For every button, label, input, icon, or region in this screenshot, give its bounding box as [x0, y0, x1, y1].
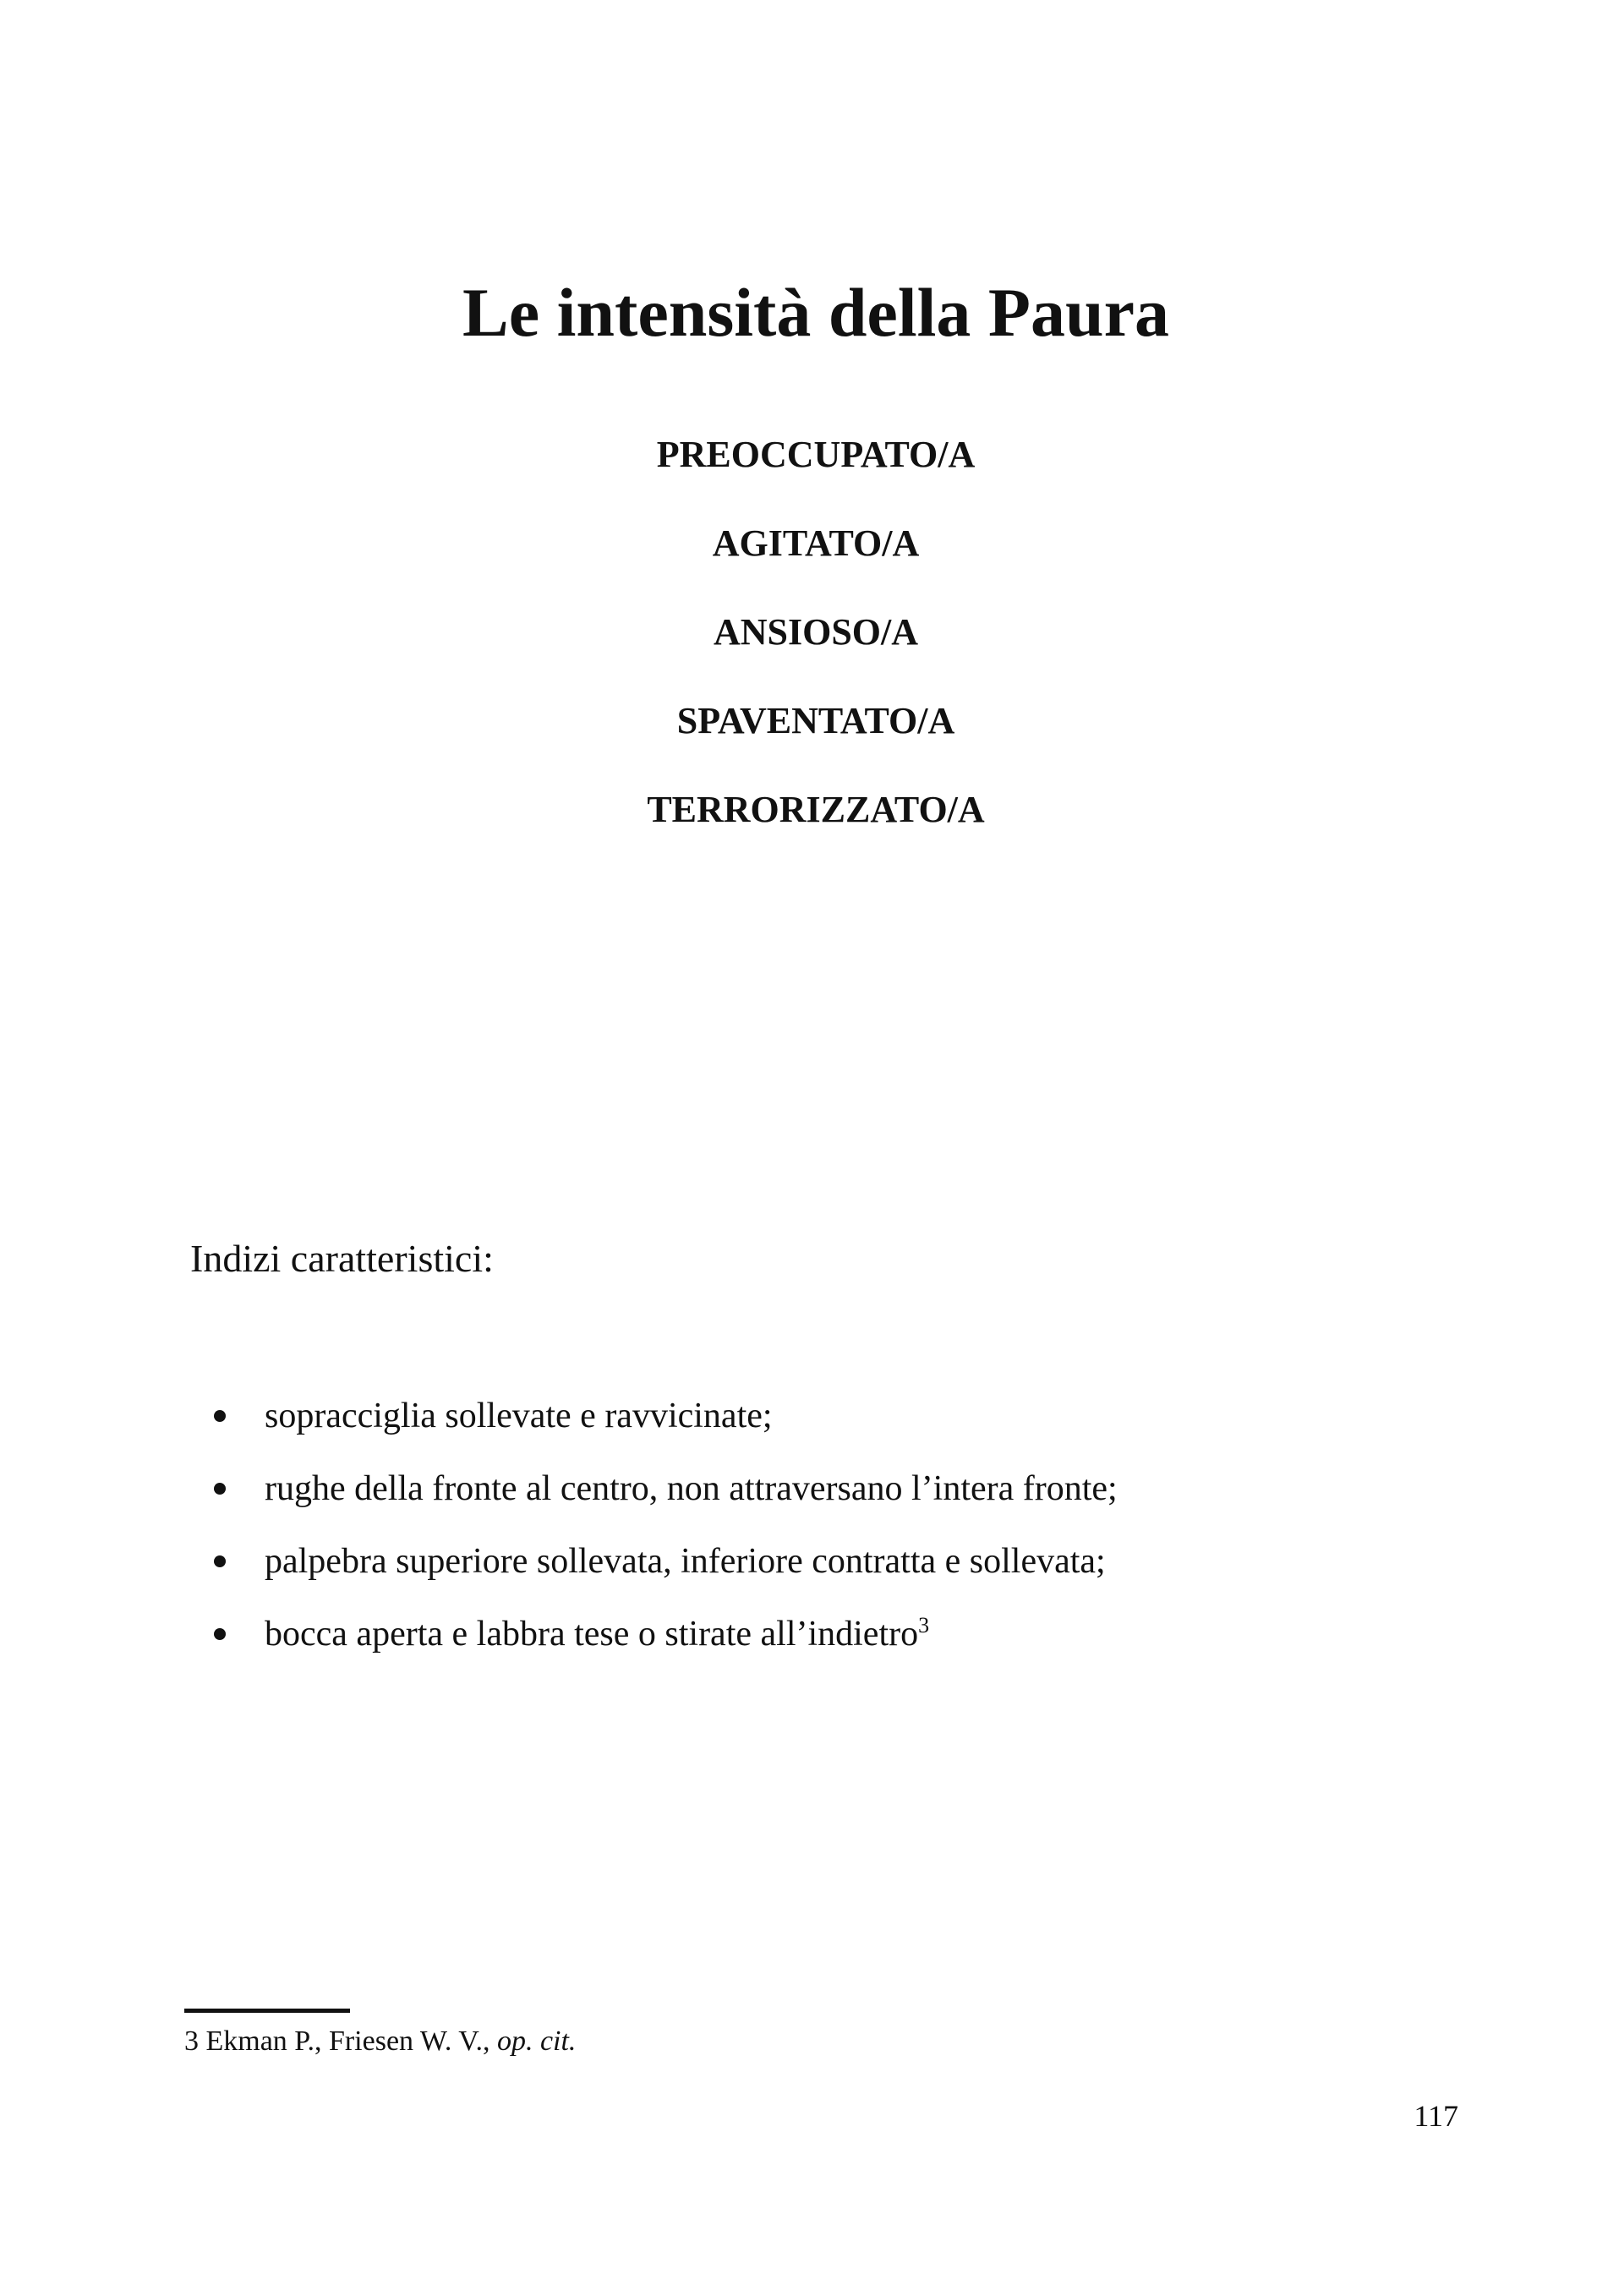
- footnote-divider: [184, 2009, 350, 2013]
- page-title: Le intensità della Paura: [462, 273, 1169, 351]
- bullet-text: palpebra superiore sollevata, inferiore contratta e sollevata;: [265, 1542, 1106, 1581]
- section-heading: Indizi caratteristici:: [190, 1237, 494, 1280]
- intensity-list: [190, 410, 1441, 854]
- bullet-icon: [214, 1555, 226, 1567]
- list-item: [190, 1598, 1441, 1670]
- bullet-icon: [214, 1628, 226, 1640]
- intensity-level-3: ANSIOSO/A: [713, 611, 919, 653]
- footnote-citation: 3 Ekman P., Friesen W. V.,: [184, 2025, 497, 2057]
- footnote-reference-superscript: 3: [918, 1613, 930, 1637]
- footnote: [184, 2025, 576, 2058]
- list-item: [190, 1452, 1441, 1525]
- bullet-text: [265, 1598, 929, 1670]
- intensity-level-1: PREOCCUPATO/A: [656, 434, 976, 475]
- bullet-text: rughe della fronte al centro, non attraversano l’intera fronte;: [265, 1469, 1118, 1508]
- page-number: 117: [1414, 2099, 1458, 2133]
- intensity-level-5: TERRORIZZATO/A: [647, 789, 985, 830]
- bullet-icon: [214, 1410, 226, 1422]
- list-item: [190, 1525, 1441, 1598]
- footnote-work-title: op. cit.: [496, 2025, 577, 2057]
- bullet-text: sopracciglia sollevate e ravvicinate;: [265, 1397, 773, 1435]
- bullet-text-main: bocca aperta e labbra tese o stirate all’indietro: [265, 1615, 919, 1654]
- bullet-icon: [214, 1483, 226, 1495]
- bullet-list: [190, 1380, 1441, 1670]
- intensity-level-2: AGITATO/A: [712, 522, 920, 564]
- list-item: [190, 1380, 1441, 1452]
- intensity-level-4: SPAVENTATO/A: [676, 700, 955, 741]
